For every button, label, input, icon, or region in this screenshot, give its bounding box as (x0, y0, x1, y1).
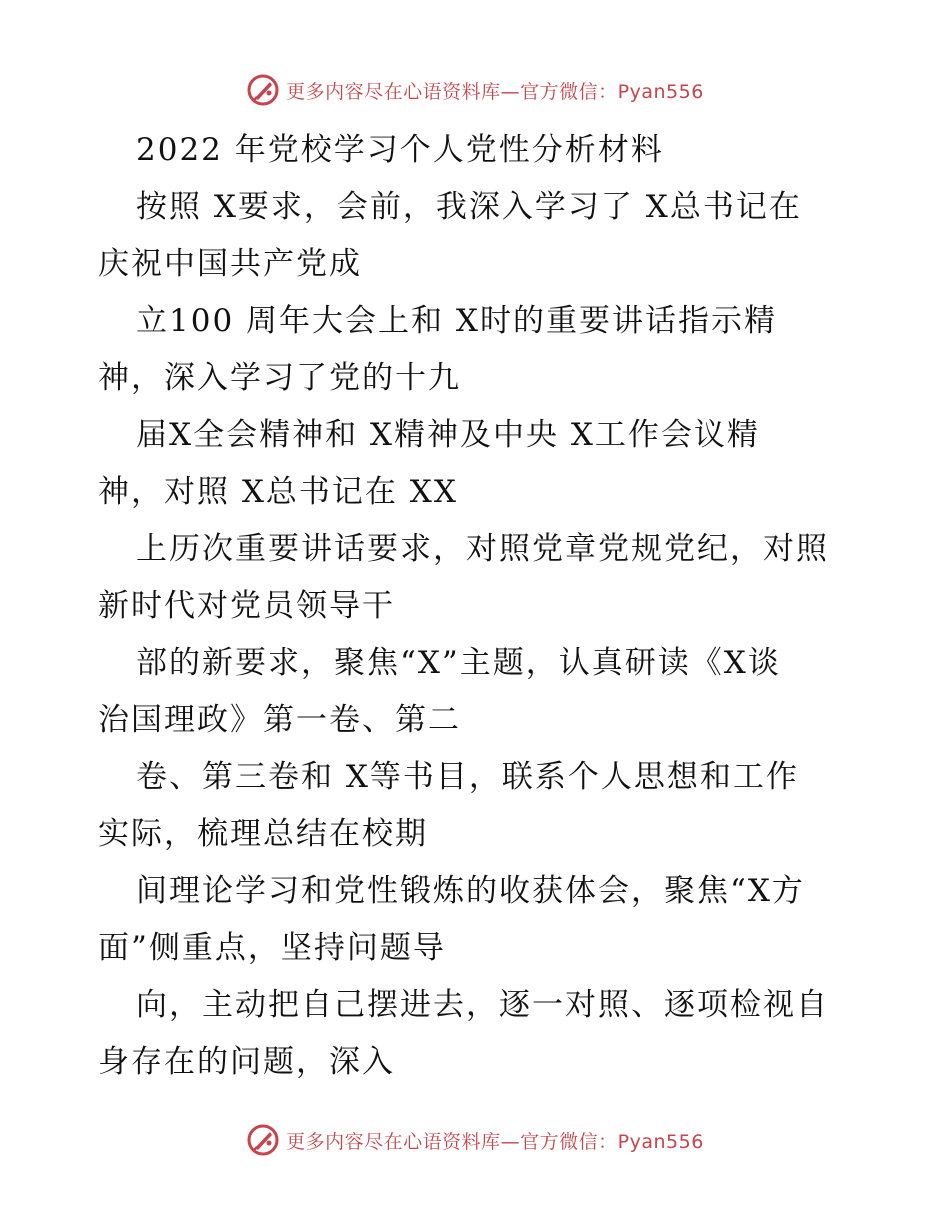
document-title: 2022 年党校学习个人党性分析材料 (136, 132, 664, 168)
watermark-text: 更多内容尽在心语资料库—官方微信：Pyan556 (286, 1130, 704, 1153)
footer-watermark-banner (0, 1120, 950, 1160)
text-line: 向，主动把自己摆进去，逐一对照、逐项检视自 (136, 987, 829, 1023)
text-line: 立100 周年大会上和 X时的重要讲话指示精 (136, 303, 777, 339)
text-line: 卷、第三卷和 X等书目，联系个人思想和工作 (136, 759, 799, 795)
text-line: 按照 X要求，会前，我深入学习了 X总书记在 (136, 189, 802, 225)
text-line: 庆祝中国共产党成 (98, 246, 362, 282)
text-line: 上历次重要讲话要求，对照党章党规党纪，对照 (136, 531, 829, 567)
quill-pen-logo-icon (246, 73, 280, 107)
watermark-text: 更多内容尽在心语资料库—官方微信：Pyan556 (286, 80, 704, 103)
text-line: 面”侧重点，坚持问题导 (98, 930, 446, 966)
text-line: 部的新要求，聚焦“X”主题，认真研读《X谈 (136, 645, 781, 681)
quill-pen-logo-icon (246, 1123, 280, 1157)
text-line: 届X全会精神和 X精神及中央 X工作会议精 (136, 417, 760, 453)
paragraph (98, 179, 858, 1091)
text-line: 治国理政》第一卷、第二 (98, 702, 461, 738)
text-line: 神，对照 X总书记在 XX (98, 474, 458, 510)
text-line: 间理论学习和党性锻炼的收获体会，聚焦“X方 (136, 873, 805, 909)
text-line: 身存在的问题，深入 (98, 1044, 395, 1080)
header-watermark-banner (0, 70, 950, 110)
text-line: 新时代对党员领导干 (98, 588, 395, 624)
text-line: 神，深入学习了党的十九 (98, 360, 461, 396)
text-line: 实际，梳理总结在校期 (98, 816, 428, 852)
document-body (98, 122, 858, 1091)
